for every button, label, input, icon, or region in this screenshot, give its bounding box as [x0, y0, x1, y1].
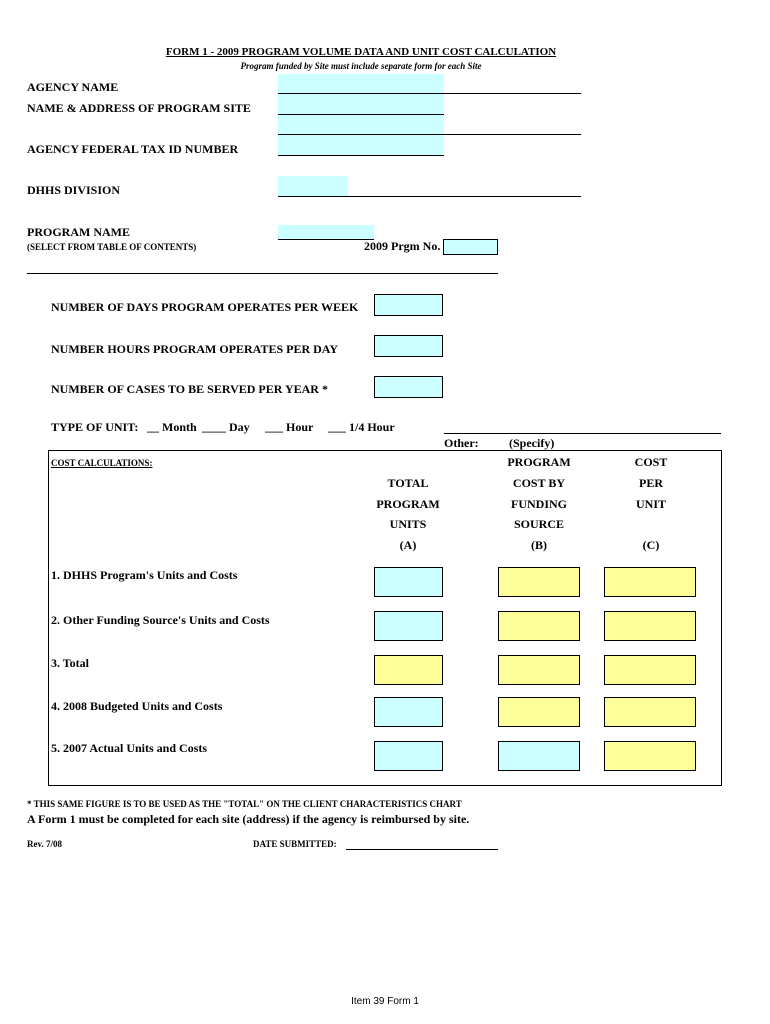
col-a-header-1: TOTAL: [387, 476, 429, 490]
col-b-header-4: SOURCE: [513, 517, 564, 531]
row-2008-budget-label: 4. 2008 Budgeted Units and Costs: [51, 699, 223, 713]
date-submitted-label: DATE SUBMITTED:: [253, 839, 337, 849]
form-subtitle: Program funded by Site must include separate form for each Site: [240, 61, 482, 71]
row-2008-units-input[interactable]: [374, 697, 443, 727]
agency-input-fill[interactable]: [278, 74, 444, 156]
col-a-header-3: UNITS: [389, 517, 427, 531]
col-c-header-1: COST: [634, 455, 668, 469]
program-name-input[interactable]: [278, 225, 374, 239]
row-2008-unit-cost-input[interactable]: [604, 697, 696, 727]
program-name-label: PROGRAM NAME: [27, 225, 130, 239]
days-input[interactable]: [374, 294, 443, 316]
site-label: NAME & ADDRESS OF PROGRAM SITE: [27, 101, 251, 115]
cases-input[interactable]: [374, 376, 443, 398]
tax-id-label: AGENCY FEDERAL TAX ID NUMBER: [27, 142, 239, 156]
col-b-header-2: COST BY: [512, 476, 566, 490]
agency-name-label: AGENCY NAME: [27, 80, 119, 94]
days-label: NUMBER OF DAYS PROGRAM OPERATES PER WEEK: [51, 300, 359, 314]
col-c-header-3: UNIT: [635, 497, 666, 511]
row-other-units-input[interactable]: [374, 611, 443, 641]
row-2007-unit-cost-input[interactable]: [604, 741, 696, 771]
col-b-header-1: PROGRAM: [507, 455, 571, 469]
unit-other-label: Other:: [444, 436, 479, 450]
row-dhhs-label: 1. DHHS Program's Units and Costs: [51, 568, 238, 582]
col-a-header-4: (A): [399, 538, 417, 552]
page-footer-label: Item 39 Form 1: [351, 996, 419, 1007]
col-c-header-2: PER: [639, 476, 663, 490]
unit-type-label: TYPE OF UNIT:: [51, 420, 139, 434]
unit-specify-label: (Specify): [509, 436, 555, 450]
prgm-no-label: 2009 Prgm No.: [364, 239, 441, 253]
row-total-units-input[interactable]: [374, 655, 443, 685]
row-other-unit-cost-input[interactable]: [604, 611, 696, 641]
row-2007-actual-label: 5. 2007 Actual Units and Costs: [51, 741, 208, 755]
unit-day-option[interactable]: ____ Day: [202, 420, 250, 434]
form-title: FORM 1 - 2009 PROGRAM VOLUME DATA AND UNIT COST CALCULATION: [165, 46, 557, 58]
col-b-header-5: (B): [531, 538, 547, 552]
unit-hour-option[interactable]: ___ Hour: [265, 420, 314, 434]
row-dhhs-cost-input[interactable]: [498, 567, 580, 597]
row-total-cost-input[interactable]: [498, 655, 580, 685]
program-name-note: (SELECT FROM TABLE OF CONTENTS): [27, 242, 197, 252]
row-2007-cost-input[interactable]: [498, 741, 580, 771]
col-b-header-3: FUNDING: [511, 497, 567, 511]
row-dhhs-unit-cost-input[interactable]: [604, 567, 696, 597]
row-2007-units-input[interactable]: [374, 741, 443, 771]
row-other-funding-label: 2. Other Funding Source's Units and Costs: [51, 613, 270, 627]
footer-note: * THIS SAME FIGURE IS TO BE USED AS THE "TOTAL" ON THE CLIENT CHARACTERISTICS CHART: [27, 799, 462, 809]
cost-section-label: COST CALCULATIONS:: [51, 458, 153, 468]
date-submitted-field[interactable]: [346, 849, 498, 850]
cases-label: NUMBER OF CASES TO BE SERVED PER YEAR *: [51, 382, 328, 396]
row-2008-cost-input[interactable]: [498, 697, 580, 727]
hours-input[interactable]: [374, 335, 443, 357]
col-c-header-4: (C): [642, 538, 660, 552]
unit-quarter-hour-option[interactable]: ___ 1/4 Hour: [328, 420, 395, 434]
division-label: DHHS DIVISION: [27, 183, 121, 197]
hours-label: NUMBER HOURS PROGRAM OPERATES PER DAY: [51, 342, 339, 356]
row-dhhs-units-input[interactable]: [374, 567, 443, 597]
revision-label: Rev. 7/08: [27, 839, 62, 849]
row-other-cost-input[interactable]: [498, 611, 580, 641]
unit-month-option[interactable]: __ Month: [147, 420, 197, 434]
division-input[interactable]: [278, 176, 348, 196]
col-a-header-2: PROGRAM: [376, 497, 440, 511]
row-total-unit-cost-input[interactable]: [604, 655, 696, 685]
footer-requirement: A Form 1 must be completed for each site (address) if the agency is reimbursed by site.: [27, 812, 470, 826]
prgm-no-input[interactable]: [443, 239, 498, 255]
row-total-label: 3. Total: [51, 656, 90, 670]
